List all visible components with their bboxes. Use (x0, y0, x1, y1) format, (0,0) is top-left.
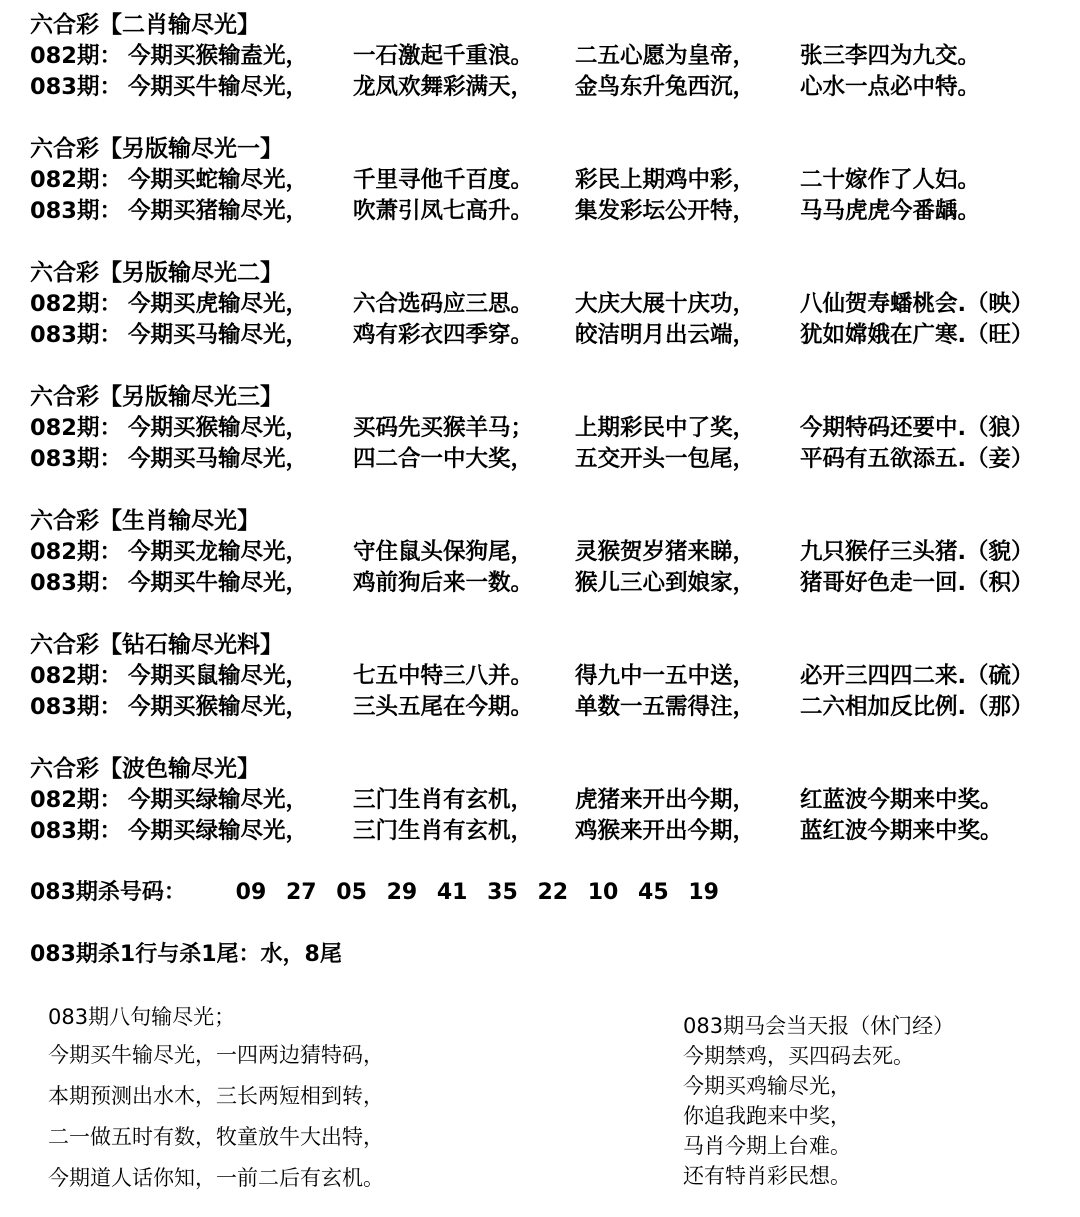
verse-part: 今期买牛输尽光， (128, 74, 309, 100)
verse-part: 皎洁明月出云端， (575, 322, 756, 348)
period-label: 082期： (30, 415, 122, 441)
verse-part: 马马虎虎今番龋。 (800, 198, 981, 224)
text-row (30, 568, 1075, 599)
poem-line: 今期买牛输尽光，一四两边猜特码， (48, 1043, 384, 1067)
text-row (30, 785, 1075, 816)
period-label: 082期： (30, 663, 122, 689)
kill-row-tail: 083期杀1行与杀1尾：水，8尾 (30, 942, 342, 967)
verse-part: 猪哥好色走一回.（积） (800, 570, 1034, 596)
verse-part: 灵猴贺岁猪来睇， (575, 539, 756, 565)
verse-part: 今期买绿输尽光， (128, 787, 309, 813)
verse-part: 四二合一中大奖， (353, 446, 534, 472)
kill-number: 41 (436, 880, 468, 905)
verse-part: 虎猪来开出今期， (575, 787, 756, 813)
kill-number: 05 (336, 880, 367, 905)
text-row (30, 320, 1075, 351)
verse-part: 今期买马输尽光， (128, 446, 309, 472)
poem-line: 还有特肖彩民想。 (683, 1164, 851, 1188)
poem-line: 今期禁鸡，买四码去死。 (683, 1044, 914, 1068)
kill-number: 45 (638, 880, 669, 905)
verse-part: 今期买龙输尽光， (128, 539, 309, 565)
verse-part: 今期买绿输尽光， (128, 818, 309, 844)
section-zuan-shi (30, 630, 1075, 723)
period-label: 083期： (30, 570, 122, 596)
text-row (30, 41, 1075, 72)
verse-part: 猴儿三心到娘家， (575, 570, 756, 596)
text-row (30, 537, 1075, 568)
section-sheng-xiao (30, 506, 1075, 599)
poem-line: 二一做五时有数，牧童放牛大出特， (48, 1125, 384, 1149)
text-row (30, 165, 1075, 196)
verse-part: 龙凤欢舞彩满天， (353, 74, 534, 100)
verse-part: 今期买猴输尽光， (128, 415, 309, 441)
kill-number: 29 (386, 880, 418, 905)
verse-part: 今期买牛输尽光， (128, 570, 309, 596)
section-title: 六合彩【生肖输尽光】 (30, 508, 260, 534)
verse-part: 二六相加反比例.（那） (800, 694, 1034, 720)
poem-line: 今期买鸡输尽光， (683, 1074, 851, 1098)
verse-part: 七五中特三八并。 (353, 663, 534, 689)
verse-part: 彩民上期鸡中彩， (575, 167, 756, 193)
section-title: 六合彩【另版输尽光一】 (30, 136, 283, 162)
period-label: 082期： (30, 291, 122, 317)
verse-part: 鸡有彩衣四季穿。 (353, 322, 534, 348)
period-label: 083期： (30, 446, 122, 472)
verse-part: 千里寻他千百度。 (353, 167, 534, 193)
section-bo-se (30, 754, 1075, 847)
period-label: 082期： (30, 167, 122, 193)
poem-line: 马肖今期上台难。 (683, 1134, 851, 1158)
text-row (30, 692, 1075, 723)
verse-part: 今期买蛇输尽光， (128, 167, 309, 193)
section-ling-ban-1 (30, 134, 1075, 227)
verse-part: 吹萧引凤七高升。 (353, 198, 534, 224)
verse-part: 上期彩民中了奖， (575, 415, 756, 441)
period-label: 083期： (30, 818, 122, 844)
period-label: 082期： (30, 539, 122, 565)
verse-part: 今期买马输尽光， (128, 322, 309, 348)
verse-part: 今期买猪输尽光， (128, 198, 309, 224)
verse-part: 蓝红波今期来中奖。 (800, 818, 1003, 844)
poem-heading: 083期八句输尽光； (48, 1005, 236, 1029)
kill-number: 10 (587, 880, 619, 905)
verse-part: 红蓝波今期来中奖。 (800, 787, 1003, 813)
text-row (30, 816, 1075, 847)
verse-part: 今期买虎输尽光， (128, 291, 309, 317)
section-title: 六合彩【另版输尽光三】 (30, 384, 283, 410)
period-label: 082期： (30, 787, 122, 813)
verse-part: 守住鼠头保狗尾， (353, 539, 534, 565)
verse-part: 三门生肖有玄机， (353, 818, 534, 844)
verse-part: 二五心愿为皇帝， (575, 43, 756, 69)
section-er-xiao (30, 10, 1075, 103)
poem-eight-lines (48, 1002, 384, 1204)
verse-part: 一石激起千重浪。 (353, 43, 534, 69)
period-label: 083期： (30, 322, 122, 348)
text-row (30, 444, 1075, 475)
period-label: 083期： (30, 694, 122, 720)
verse-part: 必开三四四二来.（硫） (800, 663, 1034, 689)
kill-number: 09 (235, 880, 267, 905)
text-row (30, 289, 1075, 320)
kill-numbers-label: 083期杀号码： (30, 880, 186, 905)
verse-part: 得九中一五中送， (575, 663, 756, 689)
verse-part: 鸡猴来开出今期， (575, 818, 756, 844)
verse-part: 五交开头一包尾， (575, 446, 756, 472)
period-label: 083期： (30, 74, 122, 100)
verse-part: 张三李四为九交。 (800, 43, 981, 69)
verse-part: 三头五尾在今期。 (353, 694, 534, 720)
verse-part: 心水一点必中特。 (800, 74, 981, 100)
verse-part: 今期买猴输尽光， (128, 694, 309, 720)
verse-part: 九只猴仔三头猪.（貌） (800, 539, 1034, 565)
poem-heading: 083期马会当天报（休门经） (683, 1014, 955, 1038)
period-label: 082期： (30, 43, 122, 69)
verse-part: 买码先买猴羊马； (353, 415, 534, 441)
section-title: 六合彩【另版输尽光二】 (30, 260, 283, 286)
verse-part: 六合选码应三思。 (353, 291, 534, 317)
poem-horse-club (683, 1011, 954, 1191)
section-ling-ban-2 (30, 258, 1075, 351)
verse-part: 今期买猴输盍光， (128, 43, 309, 69)
text-row (30, 413, 1075, 444)
verse-part: 单数一五需得注， (575, 694, 756, 720)
poem-line: 你追我跑来中奖， (683, 1104, 851, 1128)
verse-part: 金鸟东升兔西沉， (575, 74, 756, 100)
text-row (30, 196, 1075, 227)
verse-part: 二十嫁作了人妇。 (800, 167, 981, 193)
kill-numbers-row (30, 878, 731, 908)
section-title: 六合彩【波色输尽光】 (30, 756, 260, 782)
verse-part: 大庆大展十庆功， (575, 291, 756, 317)
text-row (30, 72, 1075, 103)
verse-part: 鸡前狗后来一数。 (353, 570, 534, 596)
section-title: 六合彩【钻石输尽光料】 (30, 632, 283, 658)
poem-line: 今期道人话你知，一前二后有玄机。 (48, 1166, 384, 1190)
kill-number: 35 (487, 880, 518, 905)
kill-number: 22 (537, 880, 569, 905)
verse-part: 集发彩坛公开特， (575, 198, 756, 224)
section-ling-ban-3 (30, 382, 1075, 475)
kill-numbers-list (236, 880, 731, 905)
verse-part: 今期特码还要中.（狼） (800, 415, 1034, 441)
verse-part: 八仙贺寿蟠桃会.（映） (800, 291, 1034, 317)
period-label: 083期： (30, 198, 122, 224)
poem-line: 本期预测出水木，三长两短相到转， (48, 1084, 384, 1108)
verse-part: 犹如嫦娥在广寒.（旺） (800, 322, 1034, 348)
verse-part: 平码有五欲添五.（妾） (800, 446, 1034, 472)
verse-part: 三门生肖有玄机， (353, 787, 534, 813)
kill-number: 19 (688, 880, 719, 905)
verse-part: 今期买鼠输尽光， (128, 663, 309, 689)
kill-number: 27 (285, 880, 317, 905)
section-title: 六合彩【二肖输尽光】 (30, 12, 260, 38)
text-row (30, 661, 1075, 692)
